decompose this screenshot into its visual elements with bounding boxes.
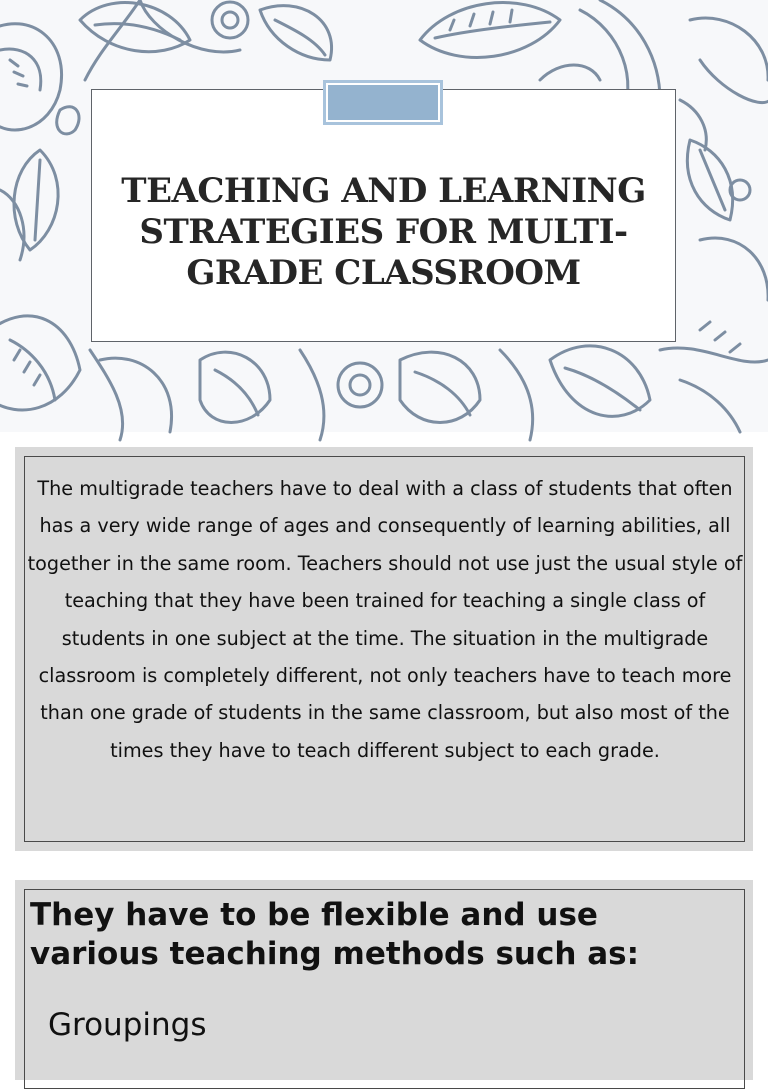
presentation-title: TEACHING AND LEARNING STRATEGIES FOR MULTI-GRADE CLASSROOM xyxy=(121,171,646,293)
methods-slide xyxy=(15,880,753,1080)
methods-heading: They have to be flexible and use various teaching methods such as: xyxy=(30,897,640,972)
intro-paragraph: The multigrade teachers have to deal with a class of students that often has a very wide range of ages and consequently of learning abilities, all together in the same room. Teachers should not use just the usual style of teaching that they have been trained for teaching a single class of students in one subject at the time. The situation in the multigrade classroom is completely different, not only teachers have to teach more than one grade of students in the same classroom, but also most of the times they have to teach different subject to each grade. xyxy=(27,477,743,762)
title-tab-decoration xyxy=(323,80,443,125)
intro-slide xyxy=(15,447,753,851)
title-slide xyxy=(0,0,768,432)
list-item: Groupings xyxy=(48,1007,207,1043)
methods-list xyxy=(48,1006,206,1045)
